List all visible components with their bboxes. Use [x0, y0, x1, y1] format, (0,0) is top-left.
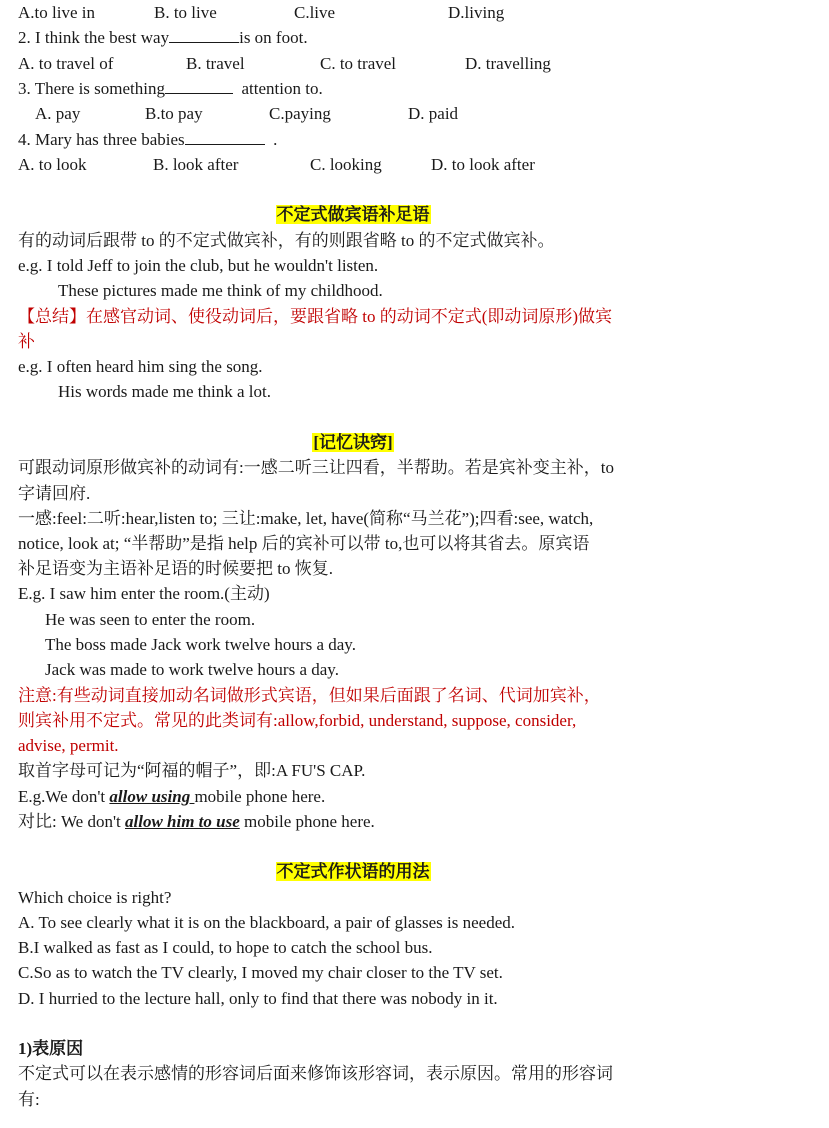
sec2-acronym: 取首字母可记为“阿福的帽子”，即:A FU'S CAP.: [18, 761, 366, 780]
q3-option-a: A. pay: [35, 104, 81, 123]
q4-prefix: 4. Mary has three babies: [18, 130, 185, 149]
sec3-choice-c: C.So as to watch the TV clearly, I moved my chair closer to the TV set.: [18, 963, 503, 982]
q4-option-b: B. look after: [153, 155, 239, 174]
sec1-example-3: e.g. I often heard him sing the song.: [18, 357, 263, 376]
q1-option-c: C.live: [294, 3, 336, 22]
sec4-para-line-1: 不定式可以在表示感情的形容词后面来修饰该形容词，表示原因。常用的形容词: [18, 1064, 613, 1083]
sec2-example-4: Jack was made to work twelve hours a day.: [45, 660, 339, 679]
q2-prefix: 2. I think the best way: [18, 28, 170, 47]
sec2-para1-line-2: 字请回府.: [18, 484, 91, 503]
q1-option-d: D.living: [448, 3, 505, 22]
q1-option-b: B. to live: [154, 3, 217, 22]
eg-suffix: mobile phone here.: [194, 787, 326, 806]
q1-option-a: A.to live in: [18, 3, 95, 22]
q3-option-d: D. paid: [408, 104, 459, 123]
q4-suffix: .: [273, 130, 278, 149]
sec3-choice-d: D. I hurried to the lecture hall, only to find that there was nobody in it.: [18, 989, 498, 1008]
q3-blank: [165, 76, 233, 94]
sec2-para2-line-3: 补足语变为主语补足语的时候要把 to 恢复.: [18, 559, 333, 578]
section-heading-object-complement: [18, 202, 688, 227]
q2-option-d: D. travelling: [465, 54, 551, 73]
cmp-suffix: mobile phone here.: [239, 812, 375, 831]
q2-option-c: C. to travel: [320, 54, 397, 73]
sec2-note-line-3: advise, permit.: [18, 736, 119, 755]
eg-emphasis: allow using: [109, 787, 195, 806]
section-heading-text: 不定式做宾语补足语: [276, 205, 430, 224]
sec2-note-line-1: 注意:有些动词直接加动名词做形式宾语，但如果后面跟了名词、代词加宾补，: [18, 686, 601, 705]
sec3-choice-a: A. To see clearly what it is on the blackboard, a pair of glasses is needed.: [18, 913, 516, 932]
sec4-heading: 1)表原因: [18, 1039, 84, 1058]
q2-option-b: B. travel: [186, 54, 245, 73]
sec1-summary-line-2: 补: [18, 332, 35, 351]
sec2-comparison: [18, 809, 375, 834]
eg-prefix: E.g.We don't: [18, 787, 110, 806]
sec1-example-2: These pictures made me think of my childhood.: [58, 281, 383, 300]
sec2-para2-line-1: 一感:feel:二听:hear,listen to; 三让:make, let, have(简称“马兰花”);四看:see, watch,: [18, 509, 594, 528]
section-heading-text: [记忆诀窍]: [313, 433, 393, 452]
sec3-choice-b: B.I walked as fast as I could, to hope to catch the school bus.: [18, 938, 433, 957]
q2-blank: [169, 25, 239, 43]
q4-option-a: A. to look: [18, 155, 87, 174]
sec1-intro: 有的动词后跟带 to 的不定式做宾补，有的则跟省略 to 的不定式做宾补。: [18, 231, 555, 250]
section-heading-adverbial: [18, 859, 688, 884]
sec2-example-allow-using: [18, 784, 325, 809]
section-heading-memory-tip: [18, 430, 688, 455]
q3-option-b: B.to pay: [145, 104, 203, 123]
q4-blank: [185, 127, 265, 145]
sec2-example-3: The boss made Jack work twelve hours a day.: [45, 635, 356, 654]
q2-stem: [18, 25, 308, 50]
sec4-para-line-2: 有:: [18, 1090, 40, 1109]
q3-stem: [18, 76, 323, 101]
sec2-para2-line-2: notice, look at; “半帮助”是指 help 后的宾补可以带 to,也可以将其省去。原宾语: [18, 534, 590, 553]
sec2-para1-line-1: 可跟动词原形做宾补的动词有:一感二听三让四看，半帮助。若是宾补变主补，to: [18, 458, 614, 477]
q4-stem: [18, 127, 277, 152]
sec1-summary-line-1: 【总结】在感官动词、使役动词后，要跟省略 to 的动词不定式(即动词原形)做宾: [18, 307, 613, 326]
sec2-example-2: He was seen to enter the room.: [45, 610, 256, 629]
q4-option-c: C. looking: [310, 155, 382, 174]
section-heading-text: 不定式作状语的用法: [276, 862, 430, 881]
q4-option-d: D. to look after: [431, 155, 535, 174]
q3-suffix: attention to.: [241, 79, 323, 98]
q3-option-c: C.paying: [269, 104, 331, 123]
q2-suffix: is on foot.: [239, 28, 308, 47]
q2-option-a: A. to travel of: [18, 54, 114, 73]
sec1-example-4: His words made me think a lot.: [58, 382, 271, 401]
cmp-emphasis: allow him to use: [125, 812, 240, 831]
cmp-prefix: 对比: We don't: [18, 812, 125, 831]
sec2-example-1: E.g. I saw him enter the room.(主动): [18, 584, 270, 603]
q3-prefix: 3. There is something: [18, 79, 165, 98]
sec3-question: Which choice is right?: [18, 888, 172, 907]
sec1-example-1: e.g. I told Jeff to join the club, but he wouldn't listen.: [18, 256, 379, 275]
sec2-note-line-2: 则宾补用不定式。常见的此类词有:allow,forbid, understand, suppose, consider,: [18, 711, 577, 730]
